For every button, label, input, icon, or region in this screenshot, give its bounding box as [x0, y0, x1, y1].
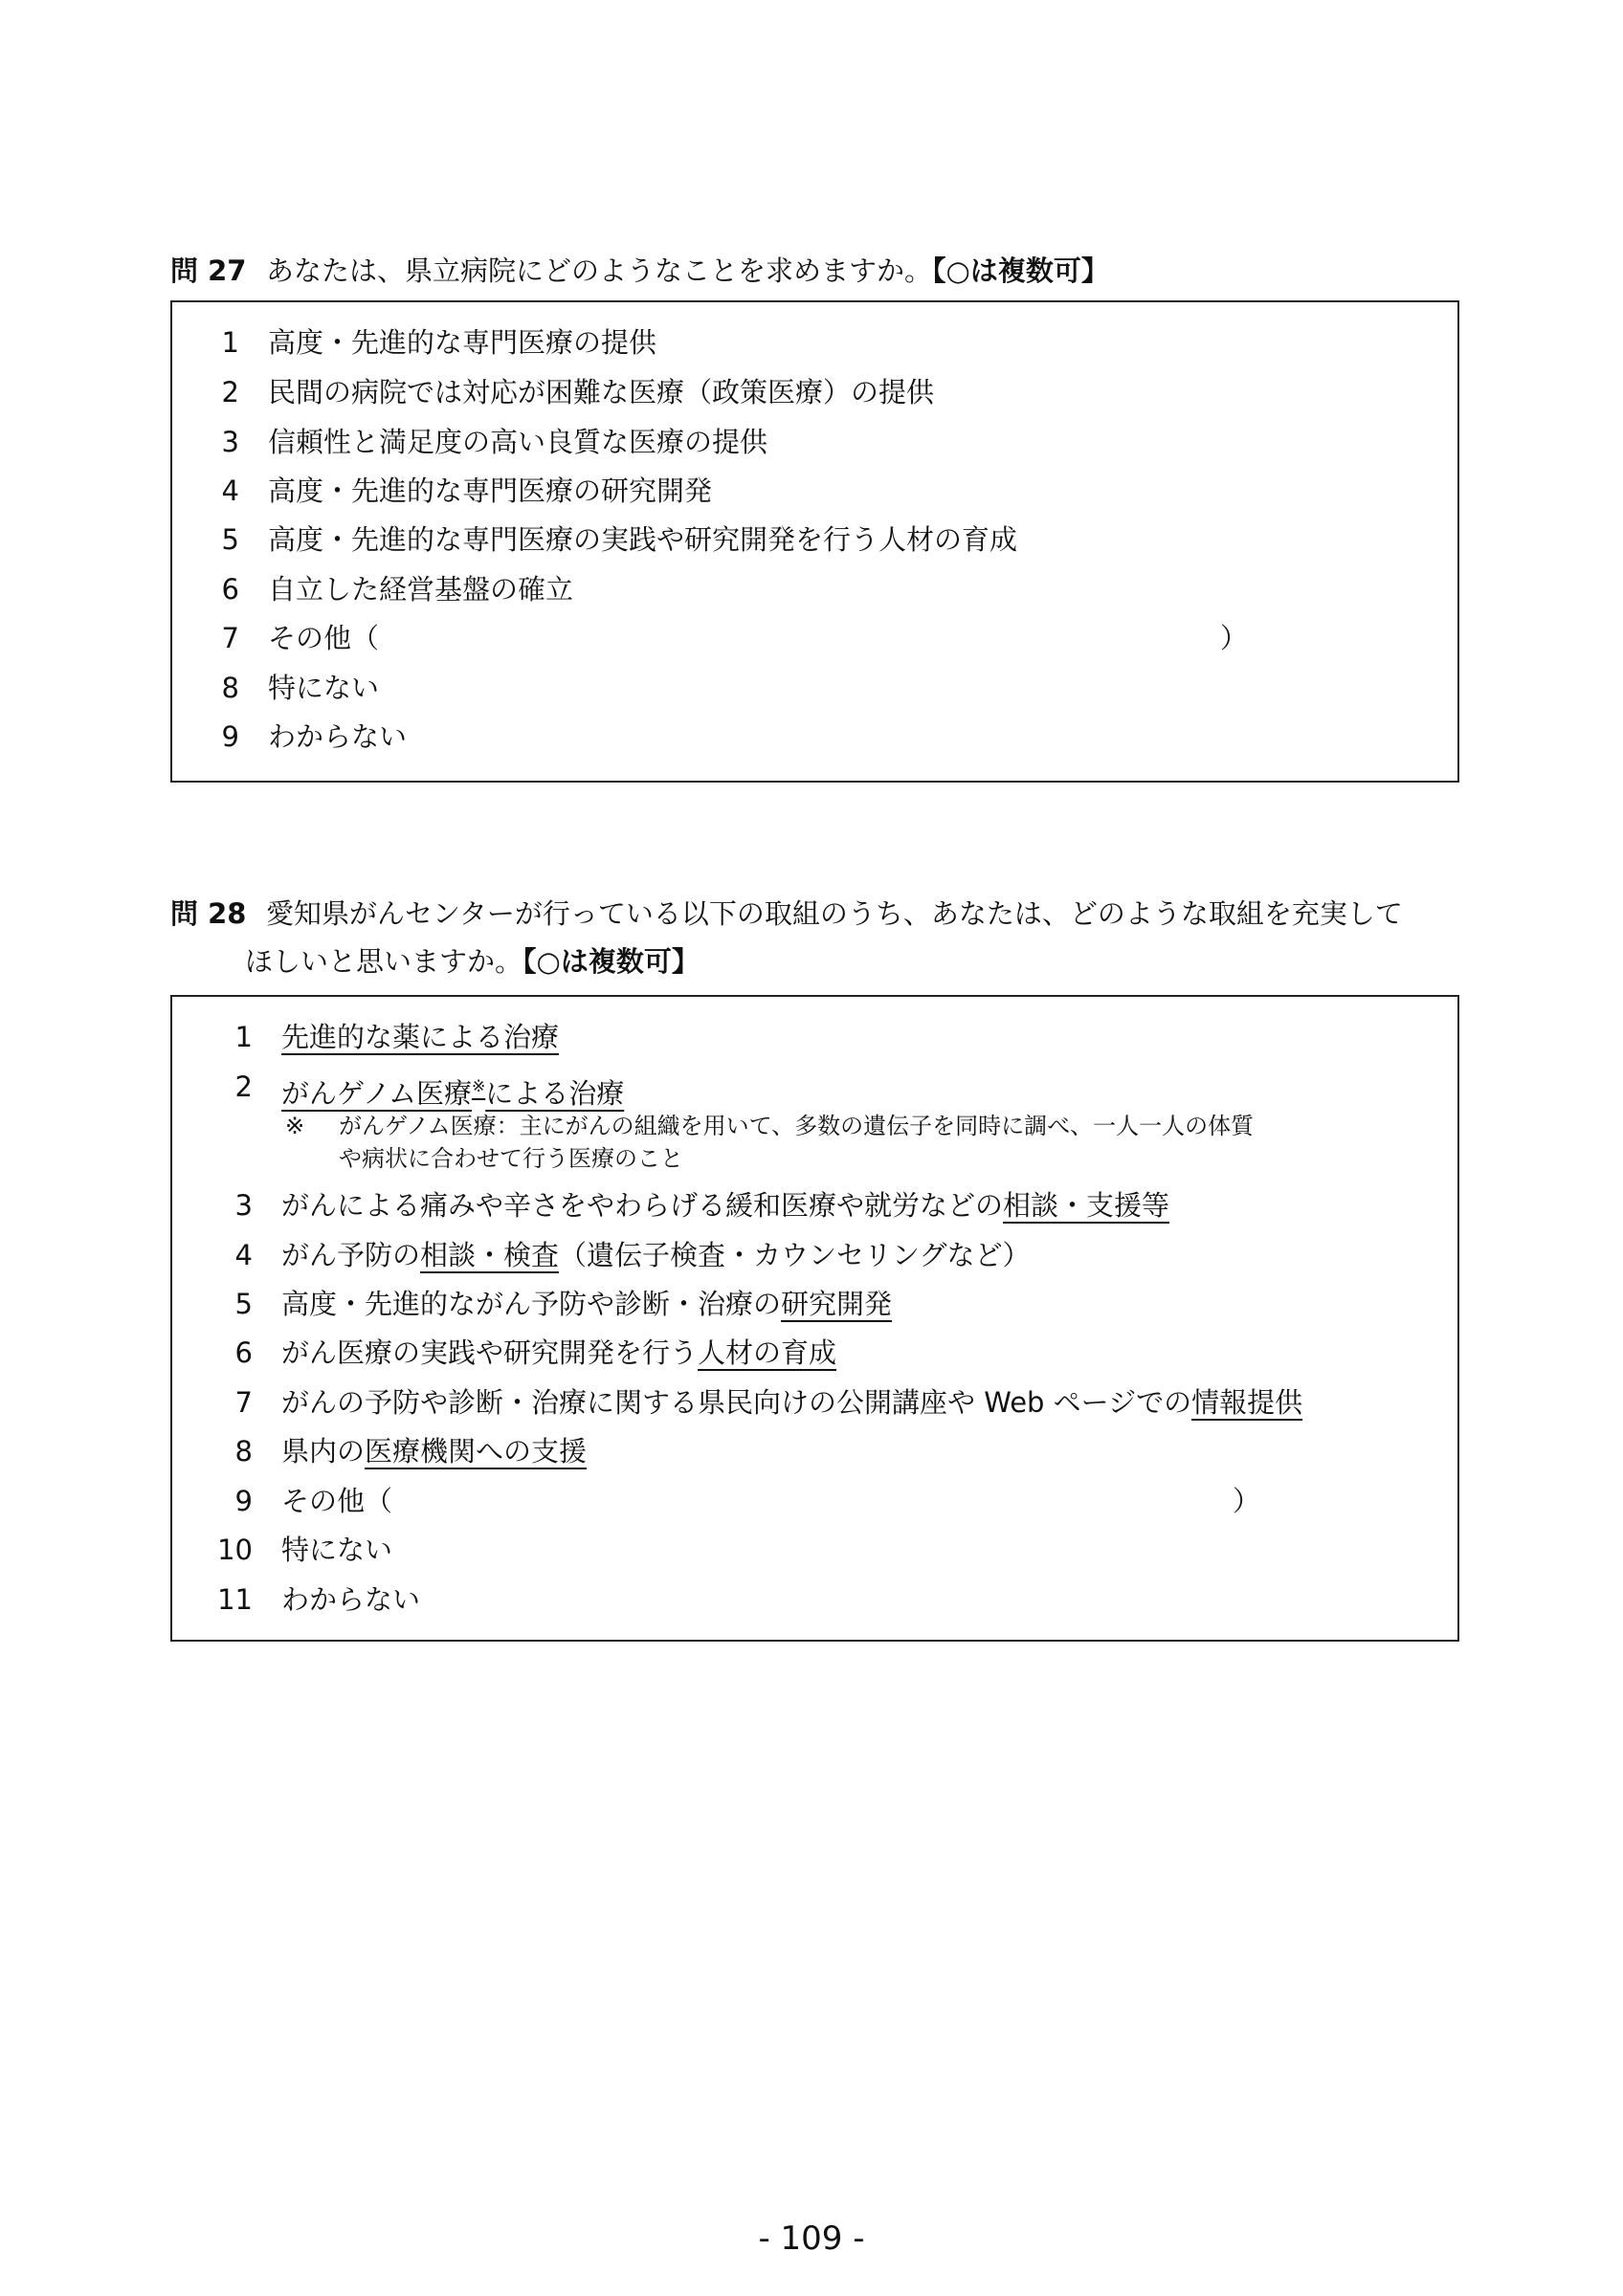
q27-options-box [170, 300, 1459, 783]
paren-close: ） [1233, 1485, 1261, 1517]
option-label: 高度・先進的な専門医療の研究開発 [268, 475, 713, 507]
option-number: 11 [217, 1583, 253, 1616]
q28-text-2: ほしいと思いますか。 [245, 945, 523, 978]
option-label: 高度・先進的な専門医療の実践や研究開発を行う人材の育成 [268, 523, 1018, 556]
option-label: わからない [281, 1583, 421, 1616]
q28-tag: 【○は複数可】 [522, 945, 700, 978]
option-number: 1 [221, 326, 239, 359]
option-label: 高度・先進的な専門医療の提供 [268, 326, 657, 359]
option-number: 9 [234, 1485, 253, 1517]
q27-tag: 【○は複数可】 [932, 254, 1109, 287]
underlined-keyword: 先進的な薬による治療 [281, 1021, 560, 1053]
option-number: 7 [221, 622, 239, 654]
underlined-keyword: 情報提供 [1191, 1386, 1303, 1419]
q27-heading [170, 247, 1109, 295]
option-number: 8 [221, 672, 239, 704]
q28-heading [170, 890, 1403, 938]
option-label: その他（ [268, 622, 380, 654]
option-number: 2 [221, 376, 239, 408]
underlined-keyword: による治療 [485, 1077, 625, 1110]
underlined-keyword: 相談・支援等 [1003, 1189, 1170, 1222]
underlined-keyword: 人材の育成 [698, 1336, 837, 1369]
option-label: 自立した経営基盤の確立 [268, 573, 574, 606]
option-number: 8 [234, 1435, 253, 1468]
underlined-keyword: 医療機関への支援 [365, 1435, 588, 1468]
option-label: その他（ [281, 1485, 393, 1517]
option-number: 5 [221, 523, 239, 556]
note-line-1: がんゲノム医療：主にがんの組織を用いて、多数の遺伝子を同時に調べ、一人一人の体質 [339, 1113, 1255, 1139]
option-label: 特にない [281, 1534, 393, 1566]
option-label: がんの予防や診断・治療に関する県民向けの公開講座や Web ページでの情報提供 [281, 1386, 1303, 1419]
q28-text: 愛知県がんセンターが行っている以下の取組のうち、あなたは、どのような取組を充実して [266, 897, 1403, 930]
q28-options-box [170, 995, 1459, 1642]
option-label: 民間の病院では対応が困難な医療（政策医療）の提供 [268, 376, 935, 408]
note-mark: ※ [471, 1077, 486, 1096]
option-label: 県内の医療機関への支援 [281, 1435, 588, 1468]
option-number: 3 [221, 426, 239, 458]
option-number: 4 [221, 475, 239, 507]
option-number: 4 [234, 1239, 253, 1271]
option-number: 1 [234, 1021, 253, 1053]
option-label: がん予防の相談・検査（遺伝子検査・カウンセリングなど） [281, 1239, 1031, 1271]
page-number: - 109 - [758, 2219, 865, 2258]
note-mark: ※ [285, 1113, 305, 1139]
paren-close: ） [1220, 622, 1249, 654]
option-number: 6 [234, 1336, 253, 1369]
option-number: 3 [234, 1189, 253, 1222]
option-label: 高度・先進的ながん予防や診断・治療の研究開発 [281, 1288, 893, 1320]
underlined-keyword: 研究開発 [781, 1288, 893, 1320]
option-number: 5 [234, 1288, 253, 1320]
genome-note [285, 1110, 1255, 1142]
option-label: 信頼性と満足度の高い良質な医療の提供 [268, 426, 768, 458]
option-number: 2 [234, 1071, 253, 1103]
option-label: がんによる痛みや辛さをやわらげる緩和医療や就労などの相談・支援等 [281, 1189, 1170, 1222]
q28-number: 問 28 [170, 897, 247, 930]
underlined-keyword: がんゲノム医療 [281, 1077, 472, 1110]
underlined-keyword: 相談・検査 [420, 1239, 560, 1271]
option-number: 10 [217, 1534, 253, 1566]
option-number: 7 [234, 1386, 253, 1419]
option-label: がん医療の実践や研究開発を行う人材の育成 [281, 1336, 837, 1369]
option-label: わからない [268, 720, 408, 753]
q27-text: あなたは、県立病院にどのようなことを求めますか。 [266, 254, 933, 287]
option-number: 6 [221, 573, 239, 606]
genome-note-line-2: や病状に合わせて行う医療のこと [339, 1145, 683, 1172]
option-label [281, 1068, 624, 1113]
option-number: 9 [221, 720, 239, 753]
option-label [281, 1018, 559, 1056]
q27-number: 問 27 [170, 254, 247, 287]
option-label: 特にない [268, 672, 380, 704]
q28-heading-cont [245, 938, 700, 985]
